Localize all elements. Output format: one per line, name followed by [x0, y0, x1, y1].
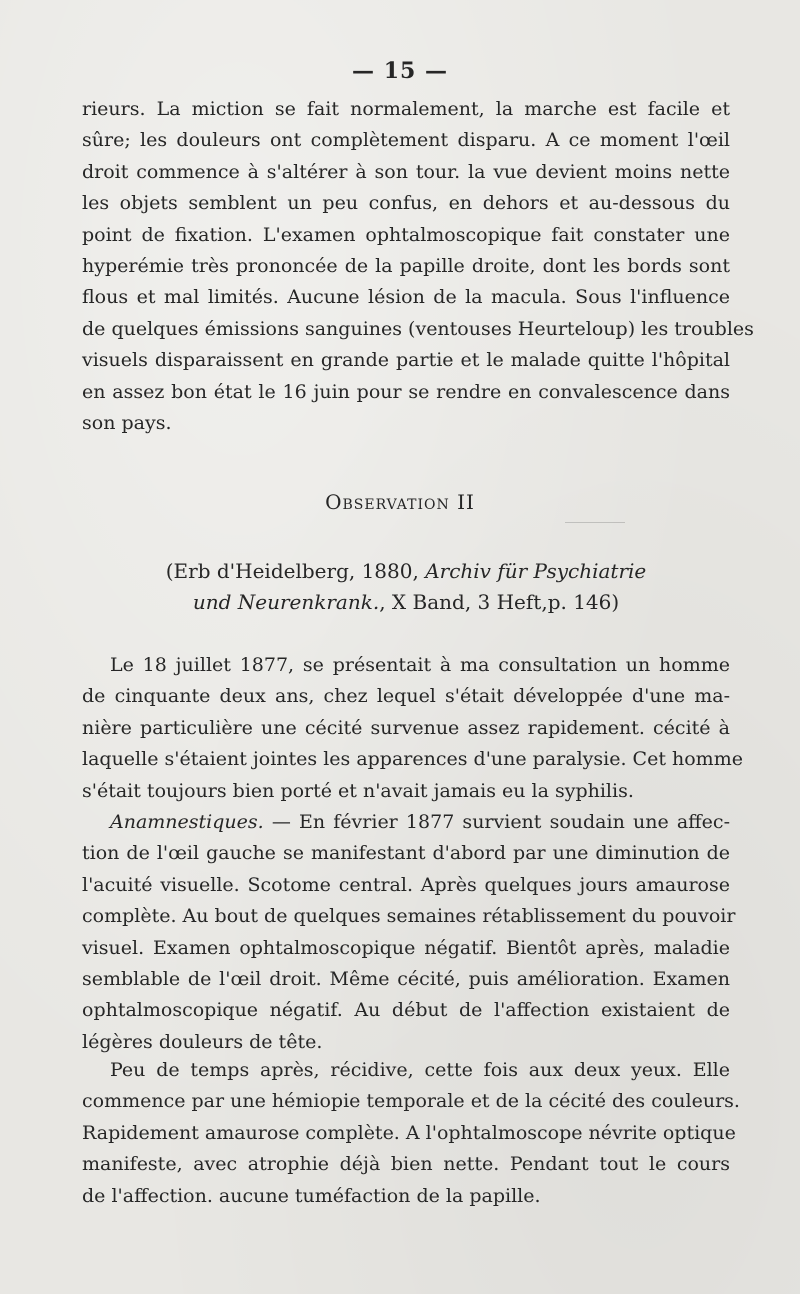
reference-journal-cont: und Neurenkrank. — [192, 590, 380, 615]
text-line: manifeste, avec atrophie déjà bien nette. Pendant tout le cours — [82, 1153, 730, 1176]
reference-volume: , X Band, 3 Heft,p. 146) — [379, 590, 620, 615]
text-line: point de fixation. L'examen ophtalmoscopique fait constater une — [82, 223, 730, 246]
text-line: de cinquante deux ans, chez lequel s'était développée d'une ma- — [82, 685, 730, 708]
text-line: droit commence à s'altérer à son tour. la vue devient moins nette — [82, 160, 730, 183]
text-line: visuels disparaissent en grande partie et le malade quitte l'hôpital — [82, 349, 730, 372]
text-line: sûre; les douleurs ont complètement disparu. A ce moment l'œil — [82, 129, 730, 152]
paragraph-anamnesis — [82, 807, 736, 1058]
paper-mark — [565, 522, 625, 523]
anamnesis-text: — En février 1877 survient soudain une affec- — [263, 811, 730, 833]
text-line: Rapidement amaurose complète. A l'ophtalmoscope névrite optique — [82, 1121, 736, 1144]
text-line: les objets semblent un peu confus, en dehors et au-dessous du — [82, 192, 730, 215]
text-line: nière particulière une cécité survenue assez rapidement. cécité à — [82, 716, 730, 739]
text-line: Peu de temps après, récidive, cette fois aux deux yeux. Elle — [110, 1059, 730, 1081]
reference-line-2 — [82, 587, 730, 618]
text-line: de l'affection. aucune tuméfaction de la papille. — [82, 1184, 541, 1207]
reference-citation — [82, 556, 730, 619]
reference-journal: Archiv für Psychiatrie — [425, 559, 647, 583]
reference-author: (Erb d'Heidelberg, 1880, — [165, 559, 426, 583]
text-line: l'acuité visuelle. Scotome central. Après quelques jours amaurose — [82, 873, 730, 896]
text-line — [82, 807, 730, 838]
reference-line-1 — [82, 556, 730, 587]
text-line: s'était toujours bien porté et n'avait jamais eu la syphilis. — [82, 779, 634, 802]
paragraph-recurrence — [82, 1055, 740, 1212]
text-line: visuel. Examen ophtalmoscopique négatif. Bientôt après, maladie — [82, 936, 730, 959]
text-line: rieurs. La miction se fait normalement, la marche est facile et — [82, 98, 730, 120]
text-line: semblable de l'œil droit. Même cécité, puis amélioration. Examen — [82, 967, 730, 990]
text-line: flous et mal limités. Aucune lésion de la macula. Sous l'influence — [82, 286, 730, 309]
paragraph-continuation — [82, 94, 754, 439]
text-line: Le 18 juillet 1877, se présentait à ma consultation un homme — [110, 654, 730, 676]
heading-text: Observation II — [325, 490, 475, 514]
text-line: de quelques émissions sanguines (ventouses Heurteloup) les troubles — [82, 317, 754, 340]
text-line: légères douleurs de tête. — [82, 1030, 323, 1053]
text-line: tion de l'œil gauche se manifestant d'abord par une diminution de — [82, 842, 730, 865]
page-number: — 15 — — [352, 58, 448, 84]
text-line: commence par une hémiopie temporale et de la cécité des couleurs. — [82, 1090, 740, 1113]
text-line: ophtalmoscopique négatif. Au début de l'affection existaient de — [82, 999, 730, 1022]
text-line: son pays. — [82, 411, 172, 434]
text-line: en assez bon état le 16 juin pour se rendre en convalescence dans — [82, 380, 730, 403]
paragraph-case-intro — [82, 650, 743, 807]
section-heading — [0, 490, 800, 514]
text-line: complète. Au bout de quelques semaines rétablissement du pouvoir — [82, 905, 736, 928]
anamnesis-label: Anamnestiques. — [110, 811, 264, 833]
text-line: laquelle s'étaient jointes les apparences d'une paralysie. Cet homme — [82, 748, 743, 771]
text-line: hyperémie très prononcée de la papille droite, dont les bords sont — [82, 254, 730, 277]
